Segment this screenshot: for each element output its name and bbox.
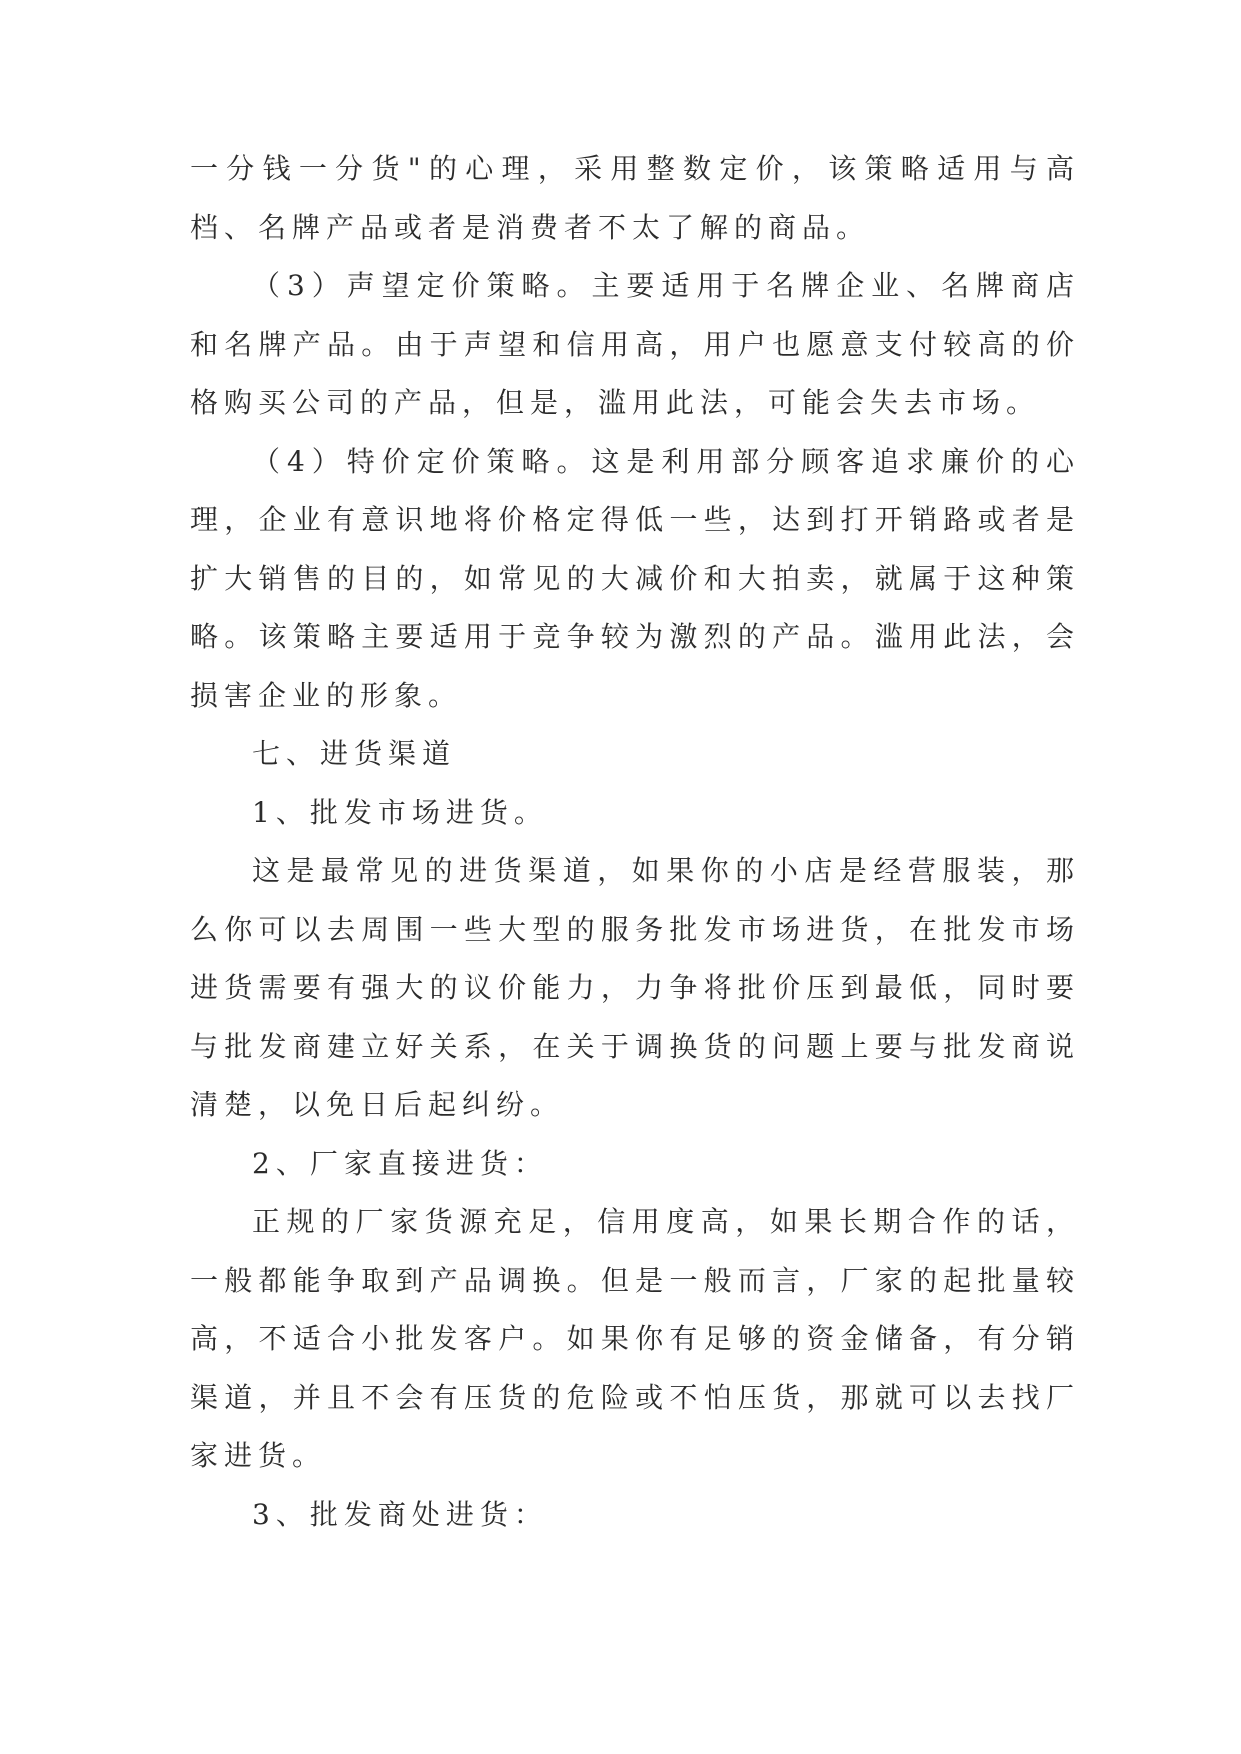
subheading-wholesale-market: 1、批发市场进货。 [252,795,548,829]
paragraph-integer-pricing: 一分钱一分货"的心理，采用整数定价，该策略适用与高档、名牌产品或者是消费者不太了解的商品。 [190,152,1080,244]
paragraph-special-pricing: （4）特价定价策略。这是利用部分顾客追求廉价的心理，企业有意识地将价格定得低一些，达到打开销路或者是扩大销售的目的，如常见的大减价和大拍卖，就属于这种策略。该策略主要适用于竞争较为激烈的产品。滥用此法，会损害企业的形象。 [190,444,1080,712]
section-heading-purchasing-channels: 七、进货渠道 [252,737,457,770]
subheading-manufacturer-direct: 2、厂家直接进货： [252,1146,548,1180]
paragraph-wholesale-market: 这是最常见的进货渠道，如果你的小店是经营服装，那么你可以去周围一些大型的服务批发市场进货，在批发市场进货需要有强大的议价能力，力争将批价压到最低，同时要与批发商建立好关系，在关于调换货的问题上要与批发商说清楚，以免日后起纠纷。 [190,854,1080,1121]
paragraph-prestige-pricing: （3）声望定价策略。主要适用于名牌企业、名牌商店和名牌产品。由于声望和信用高，用户也愿意支付较高的价格购买公司的产品，但是，滥用此法，可能会失去市场。 [190,269,1080,419]
document-body [190,140,1080,1544]
subheading-wholesaler: 3、批发商处进货： [252,1497,548,1531]
paragraph-manufacturer-direct: 正规的厂家货源充足，信用度高，如果长期合作的话，一般都能争取到产品调换。但是一般而言，厂家的起批量较高，不适合小批发客户。如果你有足够的资金储备，有分销渠道，并且不会有压货的危险或不怕压货，那就可以去找厂家进货。 [190,1205,1080,1472]
